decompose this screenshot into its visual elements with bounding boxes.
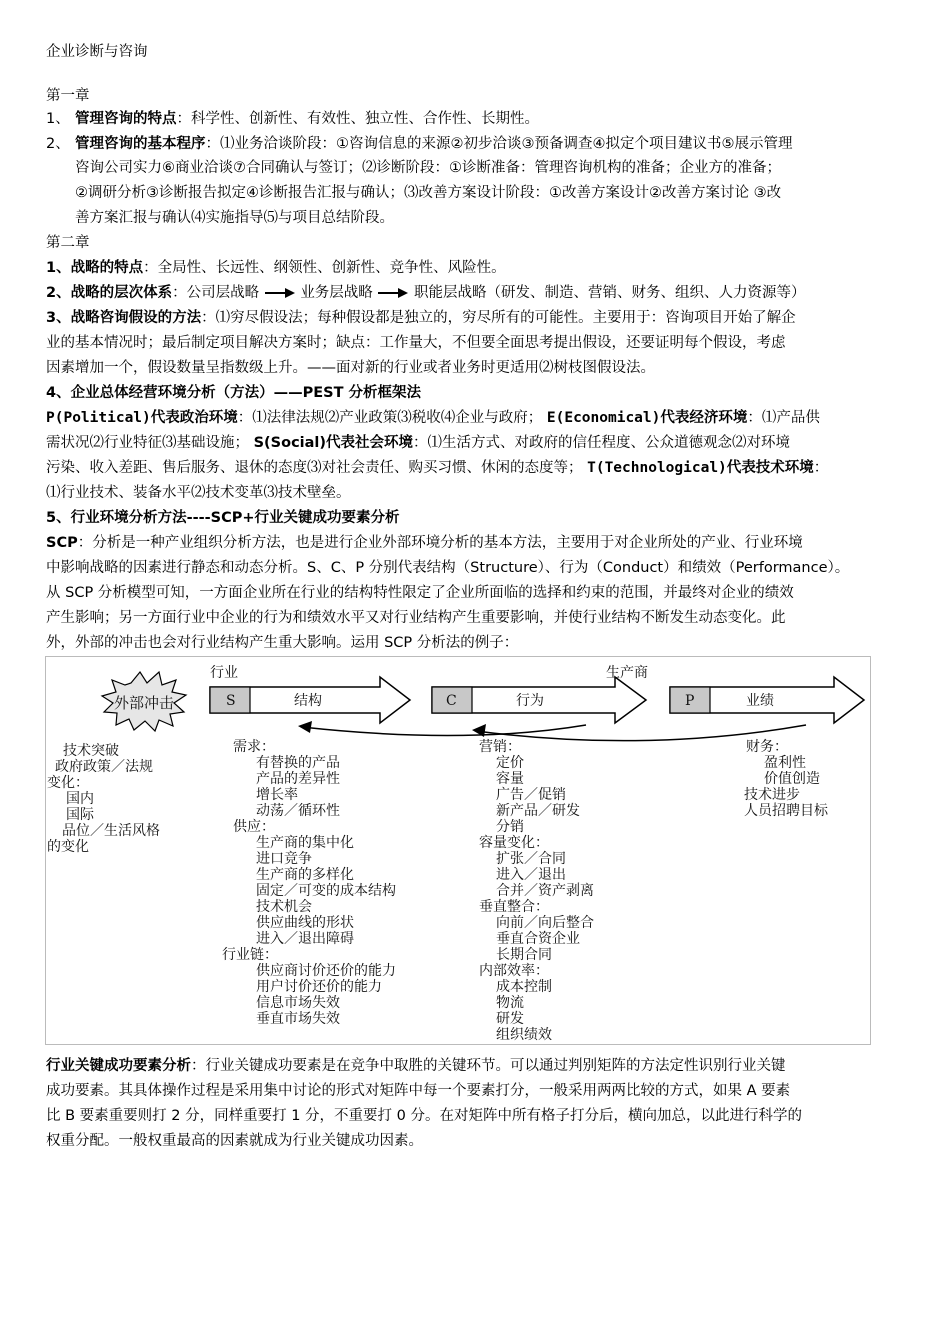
pest-line (46, 456, 914, 480)
conduct-factor: 长期合同 (496, 947, 552, 963)
shock-factor: 国内 (66, 791, 94, 807)
pest-technological-text: ： (813, 460, 829, 476)
document-header: 企业诊断与咨询 (46, 44, 148, 60)
conduct-factor: 向前／向后整合 (496, 915, 594, 931)
scp-text-line: 外，外部的冲击也会对行业结构产生重大影响。运用 SCP 分析法的例子： (46, 635, 519, 651)
conduct-factor: 物流 (496, 995, 524, 1011)
structure-factor: 需求： (233, 739, 275, 755)
conduct-factor: 内部效率： (479, 963, 549, 979)
shock-factor: 的变化 (47, 839, 89, 855)
structure-factor: 生产商的集中化 (256, 835, 354, 851)
scp-text-line: 中影响战略的因素进行静态和动态分析。S、C、P 分别代表结构（Structure）、行为（Conduct）和绩效（Performance）。 (46, 560, 850, 576)
structure-factor: 生产商的多样化 (256, 867, 354, 883)
pest-social-text: 污染、收入差距、售后服务、退休的态度⑶对社会责任、购买习惯、休闲的态度等； (46, 460, 583, 476)
ch1-point-2-num: 2、 (46, 136, 70, 152)
pest-line (46, 431, 914, 455)
ch1-point-1 (46, 107, 914, 131)
pest-economic-text: 需状况⑵行业特征⑶基础设施； (46, 435, 249, 451)
structure-label: 结构 (294, 693, 322, 709)
shock-factor: 变化： (47, 775, 89, 791)
structure-factor: 有替换的产品 (256, 755, 340, 771)
c-box-label: C (446, 693, 457, 709)
structure-factor: 产品的差异性 (256, 771, 340, 787)
structure-factor: 进口竞争 (256, 851, 312, 867)
performance-factor: 技术进步 (744, 787, 800, 803)
ch2-point-3-text-line: ：⑴穷尽假设法；每种假设都是独立的，穷尽所有的可能性。主要用于：咨询项目开始了解企 (201, 310, 796, 326)
structure-factor: 固定／可变的成本结构 (256, 883, 396, 899)
structure-factor: 进入／退出障碍 (256, 931, 354, 947)
ksf-text-line: 成功要素。其具体操作过程是采用集中讨论的形式对矩阵中每一个要素打分，一般采用两两比较的方式，如果 A 要素 (46, 1083, 791, 1099)
ch2-point-3-text-line: 业的基本情况时；最后制定项目解决方案时；缺点：工作量大，不但要全面思考提出假设，还要证明每个假设，考虑 (46, 335, 786, 351)
scp-label: SCP (46, 535, 78, 551)
performance-label: 业绩 (746, 693, 774, 709)
p-box-label: P (685, 693, 695, 709)
ch1-point-1-text: ：科学性、创新性、有效性、独立性、合作性、长期性。 (176, 111, 539, 127)
structure-factor: 供应： (233, 819, 275, 835)
ch2-point-2-label: 2、战略的层次体系 (46, 285, 173, 301)
structure-factor: 垂直市场失效 (256, 1011, 340, 1027)
ch2-point-5-title: 5、行业环境分析方法----SCP+行业关键成功要素分析 (46, 510, 400, 526)
conduct-factor: 垂直整合： (479, 899, 549, 915)
scp-text-line: 从 SCP 分析模型可知，一方面企业所在行业的结构特性限定了企业所面临的选择和约束的范围，并最终对企业的绩效 (46, 585, 794, 601)
pest-social-label: S(Social)代表社会环境 (253, 435, 414, 451)
structure-factor: 信息市场失效 (256, 995, 340, 1011)
strategy-level-business: 业务层战略 (300, 285, 373, 301)
structure-factor: 动荡／循环性 (256, 803, 340, 819)
ksf-text-line: ：行业关键成功要素是在竞争中取胜的关键环节。可以通过判别矩阵的方法定性识别行业关键 (191, 1058, 786, 1074)
shock-factor: 政府政策／法规 (55, 759, 153, 775)
ch1-point-2-text-line: ：⑴业务洽谈阶段：①咨询信息的来源②初步洽谈③预备调查④拟定个项目建议书⑤展示管理 (205, 136, 793, 152)
ch1-point-2-text-line: 善方案汇报与确认⑷实施指导⑸与项目总结阶段。 (75, 210, 394, 226)
performance-factor: 价值创造 (764, 771, 820, 787)
chapter-1-title: 第一章 (46, 88, 90, 104)
scp-text-line: ：分析是一种产业组织分析方法，也是进行企业外部环境分析的基本方法，主要用于对企业所处的产业、行业环境 (77, 535, 803, 551)
ch1-point-1-label: 管理咨询的特点 (75, 111, 177, 127)
ksf-text-line: 比 B 要素重要则打 2 分，同样重要打 1 分，不重要打 0 分。在对矩阵中所有格子打分后，横向加总，以此进行科学的 (46, 1108, 802, 1124)
strategy-level-functional: 职能层战略（研发、制造、营销、财务、组织、人力资源等） (414, 285, 806, 301)
conduct-factor: 进入／退出 (496, 867, 566, 883)
shock-factor: 品位／生活风格 (62, 823, 160, 839)
pest-political-label: P(Political)代表政治环境 (46, 410, 238, 426)
pest-economic-text: ：⑴产品供 (747, 410, 820, 426)
ch1-point-2-text-line: ②调研分析③诊断报告拟定④诊断报告汇报与确认；⑶改善方案设计阶段：①改善方案设计②改善方案讨论 ③改 (75, 185, 782, 201)
scp-paragraph-line (46, 531, 914, 555)
ch2-point-1 (46, 256, 914, 280)
pest-technological-label: T(Technological)代表技术环境 (587, 460, 814, 476)
shock-factor: 技术突破 (63, 743, 119, 759)
pest-technological-text: ⑴行业技术、装备水平⑵技术变革⑶技术壁垒。 (46, 485, 351, 501)
conduct-factor: 垂直合资企业 (496, 931, 580, 947)
arrow-right-icon (377, 287, 409, 299)
ksf-paragraph-line (46, 1054, 914, 1078)
feedback-arrowhead (298, 721, 312, 733)
structure-factor: 技术机会 (256, 899, 312, 915)
scp-diagram-graphics (46, 657, 870, 1044)
conduct-factor: 研发 (496, 1011, 524, 1027)
structure-factor: 供应曲线的形状 (256, 915, 354, 931)
ch1-point-2 (46, 132, 914, 156)
ch2-point-2 (46, 281, 914, 305)
producer-label: 生产商 (606, 665, 648, 681)
conduct-factor: 成本控制 (496, 979, 552, 995)
ch2-point-4-title: 4、企业总体经营环境分析（方法）——PEST 分析框架法 (46, 385, 422, 401)
conduct-factor: 容量变化： (479, 835, 549, 851)
conduct-factor: 分销 (496, 819, 524, 835)
chapter-2-title: 第二章 (46, 235, 90, 251)
feedback-curve (302, 725, 586, 736)
pest-economic-label: E(Economical)代表经济环境 (546, 410, 748, 426)
shock-factor: 国际 (66, 807, 94, 823)
conduct-factor: 组织绩效 (496, 1027, 552, 1043)
performance-factor: 人员招聘目标 (744, 803, 828, 819)
ksf-label: 行业关键成功要素分析 (46, 1058, 191, 1074)
pest-line (46, 406, 914, 430)
pest-political-text: ：⑴法律法规⑵产业政策⑶税收⑷企业与政府； (237, 410, 543, 426)
ch2-point-1-text: ：全局性、长远性、纲领性、创新性、竞争性、风险性。 (143, 260, 506, 276)
conduct-factor: 合并／资产剥离 (496, 883, 594, 899)
ch2-point-3-text-line: 因素增加一个，假设数量呈指数级上升。——面对新的行业或者业务时更适用⑵树枝图假设法。 (46, 360, 655, 376)
arrow-right-icon (264, 287, 296, 299)
conduct-label: 行为 (516, 693, 544, 709)
s-box-label: S (226, 693, 236, 709)
ch1-point-2-text-line: 咨询公司实力⑥商业洽谈⑦合同确认与签订；⑵诊断阶段：①诊断准备：管理咨询机构的准备；企业方的准备； (75, 160, 781, 176)
ch2-point-1-label: 1、战略的特点 (46, 260, 144, 276)
conduct-factor: 广告／促销 (496, 787, 566, 803)
ch1-point-2-label: 管理咨询的基本程序 (75, 136, 206, 152)
scp-text-line: 产生影响；另一方面行业中企业的行为和绩效水平又对行业结构产生重要影响，并使行业结构不断发生动态变化。此 (46, 610, 786, 626)
pest-social-text: ：⑴生活方式、对政府的信任程度、公众道德观念⑵对环境 (413, 435, 791, 451)
conduct-factor: 容量 (496, 771, 524, 787)
structure-factor: 用户讨价还价的能力 (256, 979, 382, 995)
conduct-factor: 营销： (479, 739, 521, 755)
structure-factor: 增长率 (256, 787, 298, 803)
shock-label: 外部冲击 (114, 694, 175, 712)
ch2-point-3-label: 3、战略咨询假设的方法 (46, 310, 202, 326)
conduct-factor: 新产品／研发 (496, 803, 580, 819)
ksf-text-line: 权重分配。一般权重最高的因素就成为行业关键成功因素。 (46, 1133, 423, 1149)
conduct-factor: 定价 (496, 755, 524, 771)
performance-factor: 财务： (746, 739, 788, 755)
conduct-factor: 扩张／合同 (496, 851, 566, 867)
ch1-point-1-num: 1、 (46, 111, 70, 127)
strategy-level-corporate: ：公司层战略 (172, 285, 260, 301)
structure-factor: 行业链： (222, 947, 278, 963)
scp-diagram (45, 656, 871, 1045)
structure-factor: 供应商讨价还价的能力 (256, 963, 396, 979)
industry-label: 行业 (210, 665, 238, 681)
ch2-point-3 (46, 306, 914, 330)
performance-factor: 盈利性 (764, 755, 806, 771)
